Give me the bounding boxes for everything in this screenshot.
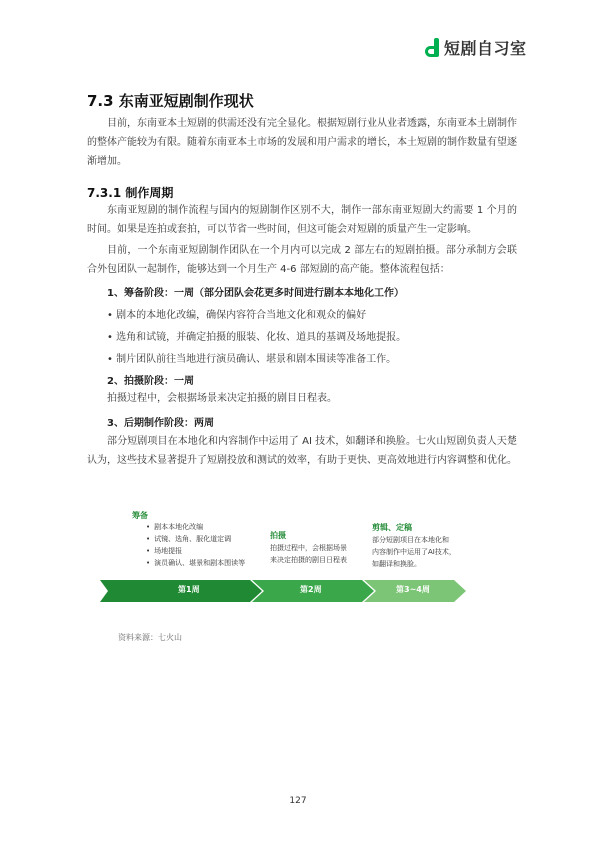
stage-title-prep: 筹备 [132,511,148,520]
stage-edit-line: 部分短剧项目在本地化和 [372,536,449,544]
stage-prep-item: • 剧本本地化改编 [146,521,245,533]
brand-logo [424,36,527,59]
page-number: 127 [289,796,307,806]
stage1-bullet: • 选角和试镜，并确定拍摄的服装、化妆、道具的基调及场地提报。 [107,332,407,343]
week-label-3-4: 第3~4周 [396,585,430,594]
logo-text: 短剧自习室 [444,39,527,58]
stage3-text: 部分短剧项目在本地化和内容制作中运用了 AI 技术，如翻译和换脸。七火山短剧负责人天楚认为，这些技术显著提升了短剧投放和测试的效率，有助于更快、更高效地进行内容调整和优化。 [87,436,517,466]
stage-prep-list [146,521,245,569]
stage-title-edit: 剪辑、定稿 [372,523,412,532]
stage2-text: 拍摄过程中，会根据场景来决定拍摄的剧目日程表。 [107,393,337,404]
stage-title-shoot: 拍摄 [270,531,286,540]
intro-paragraph: 目前，东南亚本土短剧的供需还没有完全显化。根据短剧行业从业者透露，东南亚本土剧制作的整体产能较为有限。随着东南亚本土市场的发展和用户需求的增长，本土短剧的制作数量有望逐渐增加。 [87,118,517,167]
logo-d-icon [424,38,440,58]
subsection-heading: 7.3.1 制作周期 [87,186,174,200]
stage1-bullet: • 剧本的本地化改编，确保内容符合当地文化和观众的偏好 [107,310,367,321]
week-label-2: 第2周 [300,585,322,594]
stage1-bullet: • 制片团队前往当地进行演员确认、堪景和剧本围读等准备工作。 [107,354,397,365]
stage3-heading: 3、后期制作阶段：两周 [107,418,214,429]
stage-edit-text [372,534,456,570]
stage-shoot-text [270,542,347,566]
stage-prep-item: • 场地提报 [146,545,245,557]
stage-edit-line: 如翻译和换脸。 [372,560,421,568]
section-heading: 7.3 东南亚短剧制作现状 [87,92,254,110]
paragraph-team-capacity: 目前，一个东南亚短剧制作团队在一个月内可以完成 2 部左右的短剧拍摄。部分承制方会联合外包团队一起制作，能够达到一个月生产 4-6 部短剧的高产能。整体流程包括： [87,245,517,275]
production-timeline-figure [96,500,468,610]
stage-shoot-line: 拍摄过程中，会根据场景 [270,544,347,552]
week-label-1: 第1周 [178,585,200,594]
stage-shoot-line: 来决定拍摄的剧目日程表 [270,556,347,564]
figure-source: 资料来源：七火山 [118,633,182,642]
stage1-heading: 1、筹备阶段：一周（部分团队会花更多时间进行剧本本地化工作） [107,288,404,299]
stage2-heading: 2、拍摄阶段：一周 [107,376,194,387]
paragraph-production-cycle: 东南亚短剧的制作流程与国内的短剧制作区别不大，制作一部东南亚短剧大约需要 1 个月的时间。如果是连拍或套拍，可以节省一些时间，但这可能会对短剧的质量产生一定影响。 [87,205,517,235]
stage-prep-item: • 演员确认、堪景和剧本围读等 [146,557,245,569]
stage-prep-item: • 试镜、选角、服化道定调 [146,533,245,545]
stage-edit-line: 内容制作中运用了AI技术， [372,548,456,556]
